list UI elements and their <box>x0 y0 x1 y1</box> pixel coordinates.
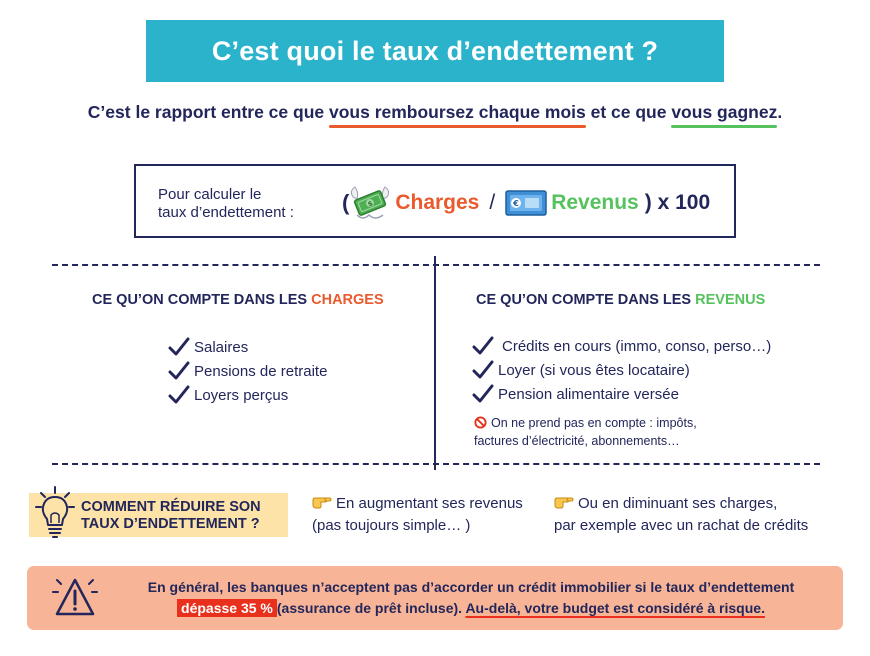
list-item: Crédits en cours (immo, conso, perso…) <box>472 334 771 358</box>
formula-box <box>134 164 736 238</box>
list-item: Pensions de retraite <box>168 359 327 383</box>
checkmark-icon <box>472 336 494 356</box>
prohibited-icon <box>474 416 487 429</box>
title-banner <box>146 20 724 82</box>
risk-statement: Au-delà, votre budget est considéré à risque. <box>465 600 765 616</box>
formula-expression <box>342 183 710 223</box>
warning-text: En général, les banques n’acceptent pas d’accorder un crédit immobilier si le taux d’endettement dépasse 35 % (assurance de prêt incluse). Au-delà, votre budget est considéré à risque. <box>147 579 795 616</box>
checkmark-icon <box>168 337 190 357</box>
pointing-hand-icon <box>312 494 332 510</box>
page-title: C’est quoi le taux d’endettement ? <box>211 35 659 66</box>
definition-text: . <box>777 102 783 122</box>
formula-multiplier: ) x 100 <box>644 191 711 214</box>
warning-box <box>27 566 843 630</box>
exclusion-note: On ne prend pas en compte : impôts, factures d’électricité, abonnements… <box>474 416 697 448</box>
column-divider <box>434 256 436 470</box>
reduce-debt-heading: COMMENT RÉDUIRE SON TAUX D’ENDETTEMENT ? <box>81 499 261 532</box>
revenus-checklist <box>472 334 771 406</box>
tip-reduce-charges: Ou en diminuant ses charges, par exemple avec un rachat de crédits <box>554 495 809 534</box>
formula-charges: Charges <box>395 191 480 214</box>
charges-column-heading: CE QU’ON COMPTE DANS LES CHARGES <box>92 292 384 308</box>
euro-banknote-icon <box>505 187 547 219</box>
list-item: Loyer (si vous êtes locataire) <box>472 358 771 382</box>
lightbulb-icon <box>35 485 75 539</box>
definition-text: et ce que <box>585 102 672 122</box>
tip-increase-income: En augmentant ses revenus (pas toujours simple… ) <box>312 495 523 534</box>
formula-intro: Pour calculer le taux d’endettement : <box>158 186 294 221</box>
warning-icon <box>51 574 99 618</box>
formula-open-paren: ( <box>342 190 350 215</box>
definition-highlight-income: vous gagnez <box>671 102 777 123</box>
threshold-highlight: dépasse 35 % <box>177 599 277 617</box>
list-item: Pension alimentaire versée <box>472 382 771 406</box>
money-with-wings-icon <box>349 183 391 223</box>
svg-text:€: € <box>513 199 519 208</box>
formula-revenus: Revenus <box>551 191 639 214</box>
dashed-divider-top <box>52 264 820 266</box>
checkmark-icon <box>472 384 494 404</box>
formula-slash: / <box>489 191 496 214</box>
definition-sentence <box>0 102 870 123</box>
dashed-divider-bottom <box>52 463 820 465</box>
checkmark-icon <box>472 360 494 380</box>
pointing-hand-icon <box>554 494 574 510</box>
revenus-column-heading: CE QU’ON COMPTE DANS LES REVENUS <box>476 292 766 308</box>
svg-text:$: $ <box>366 199 375 209</box>
reduce-debt-box <box>29 493 288 537</box>
list-item: Salaires <box>168 335 327 359</box>
list-item: Loyers perçus <box>168 383 327 407</box>
definition-text: C’est le rapport entre ce que <box>87 102 329 122</box>
checkmark-icon <box>168 385 190 405</box>
charges-checklist <box>168 335 327 407</box>
checkmark-icon <box>168 361 190 381</box>
definition-highlight-repayments: vous remboursez chaque mois <box>329 102 586 123</box>
